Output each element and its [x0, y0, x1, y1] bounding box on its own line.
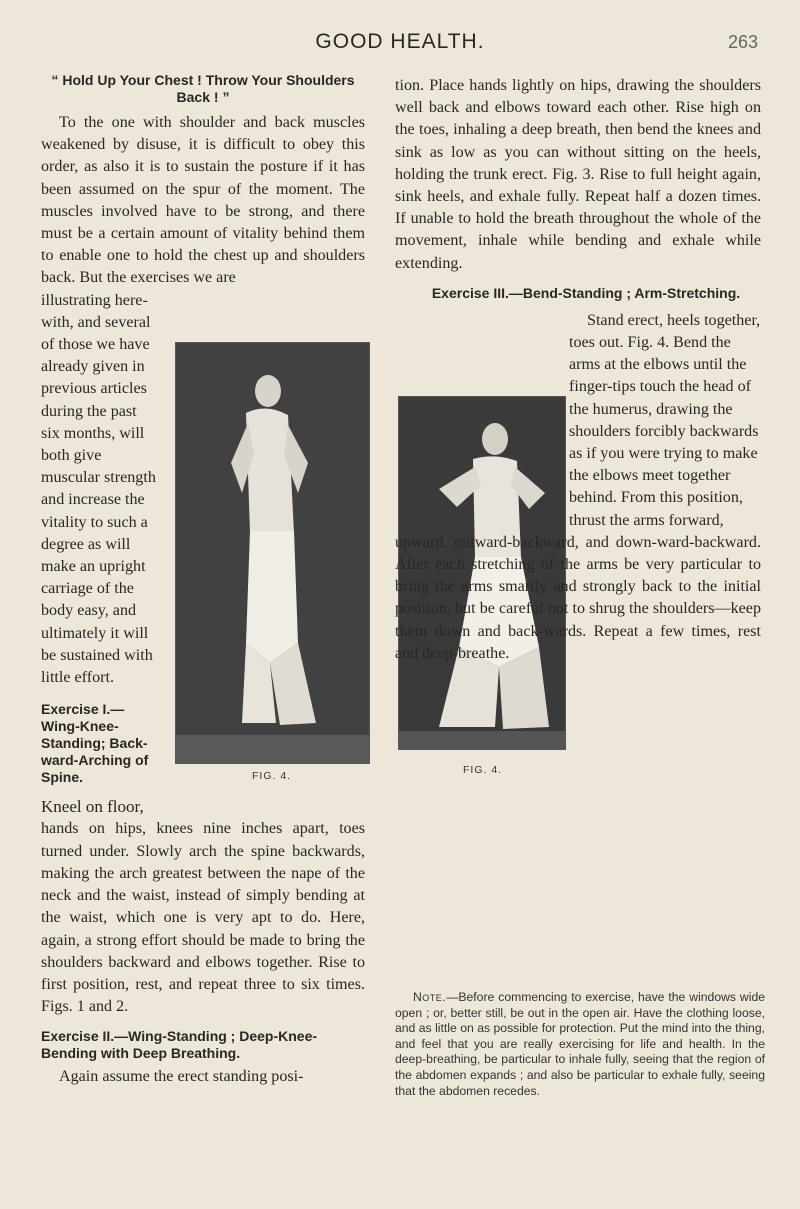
right-column: [395, 75, 761, 665]
left-column: [41, 72, 365, 1089]
running-title: GOOD HEALTH.: [315, 30, 485, 53]
exercise-2-paragraph: Again assume the erect standing posi-: [59, 1068, 304, 1086]
page-number: 263: [727, 32, 758, 52]
section-heading-hold-up-chest: “ Hold Up Your Chest ! Throw Your Shoulders Back ! ”: [51, 72, 355, 105]
exercise-3-wrapped-block: [569, 310, 761, 532]
exercise-2-heading: Exercise II.—Wing-Standing ; Deep-Knee-Bending with Deep Breathing.: [41, 1028, 318, 1062]
intro-paragraph-continued: illustrating here-with, and several of those we have already given in previous articles during the past six months, will both give muscular strength and increase the vitality to such a degree as will make an upright carriage of the body easy, and ultimately it will be sustained with little effort.: [41, 291, 156, 687]
exercise-1-paragraph: hands on hips, knees nine inches apart, toes turned under. Slowly arch the spine backwards, making the arch greatest between the nape of the neck and the waist, instead of simply bending at the waist, which one is very apt to do. Here, again, a strong effort should be made to bring the shoulders backward and elbows together. Rise to first position, rest, and repeat three to six times. Figs. 1 and 2.: [41, 820, 365, 1016]
exercise-3-paragraph: Stand erect, heels together, toes out. Fig. 4. Bend the arms at the elbows until the finger-tips touch the head of the humerus, drawing the shoulders forcibly backwards as if you were trying to make the elbows meet together behind. From this position, thrust the arms forward,: [569, 311, 761, 529]
exercise-3-heading: Exercise III.—Bend-Standing ; Arm-Stretching.: [431, 284, 741, 301]
exercise-1-heading: Exercise I.— Wing-Knee-Standing; Back-ward-Arching of Spine.: [41, 701, 149, 786]
exercise-1-start: Kneel on floor,: [41, 797, 144, 817]
note-text: —Before commencing to exercise, have the windows wide open ; or, better still, be out in the open air. Have the clothing loose, and as little on as possible for protection. Put the mind into the thing, and feel that you are really exercising for life and health. In the deep-breathing, be particular to inhale fully, seeing that the region of the abdomen expands ; and also be particular to exhale fully, seeing that the abdomen recedes.: [395, 990, 765, 1098]
exercise-2-continued: tion. Place hands lightly on hips, drawing the shoulders well back and elbows toward each other. Rise high on the toes, inhaling a deep breath, then bend the knees and sink as low as you can without sitting on the heels, holding the trunk erect. Fig. 3. Rise to full height again, sink heels, and exhale fully. Repeat half a dozen times. If unable to hold the breath throughout the whole of the movement, inhale while bending and exhale while extending.: [395, 77, 761, 272]
figure-left-caption: FIG. 4.: [252, 770, 292, 782]
note-paragraph: [395, 990, 765, 1099]
intro-paragraph: To the one with shoulder and back muscles weakened by disuse, it is difficult to obey this order, as also it is to sustain the posture if it has been assumed on the spur of the moment. The muscles involved have to be strong, and there must be a certain amount of vitality behind them to enable one to hold the chest up and shoulders back. But the exercises we are: [41, 114, 365, 287]
note-label: Note.: [413, 990, 447, 1004]
exercise-3-paragraph-continued: upward, outward-backward, and down-ward-backward. After each stretching of the arms be very particular to bring the arms smartly and strongly back to the initial position, but be careful not to shrug the shoulders—keep them down and back-wards. Repeat a few times, rest and deep-breathe.: [395, 533, 761, 662]
figure-right-caption: FIG. 4.: [463, 764, 503, 776]
wrapped-text-block: [41, 290, 157, 819]
